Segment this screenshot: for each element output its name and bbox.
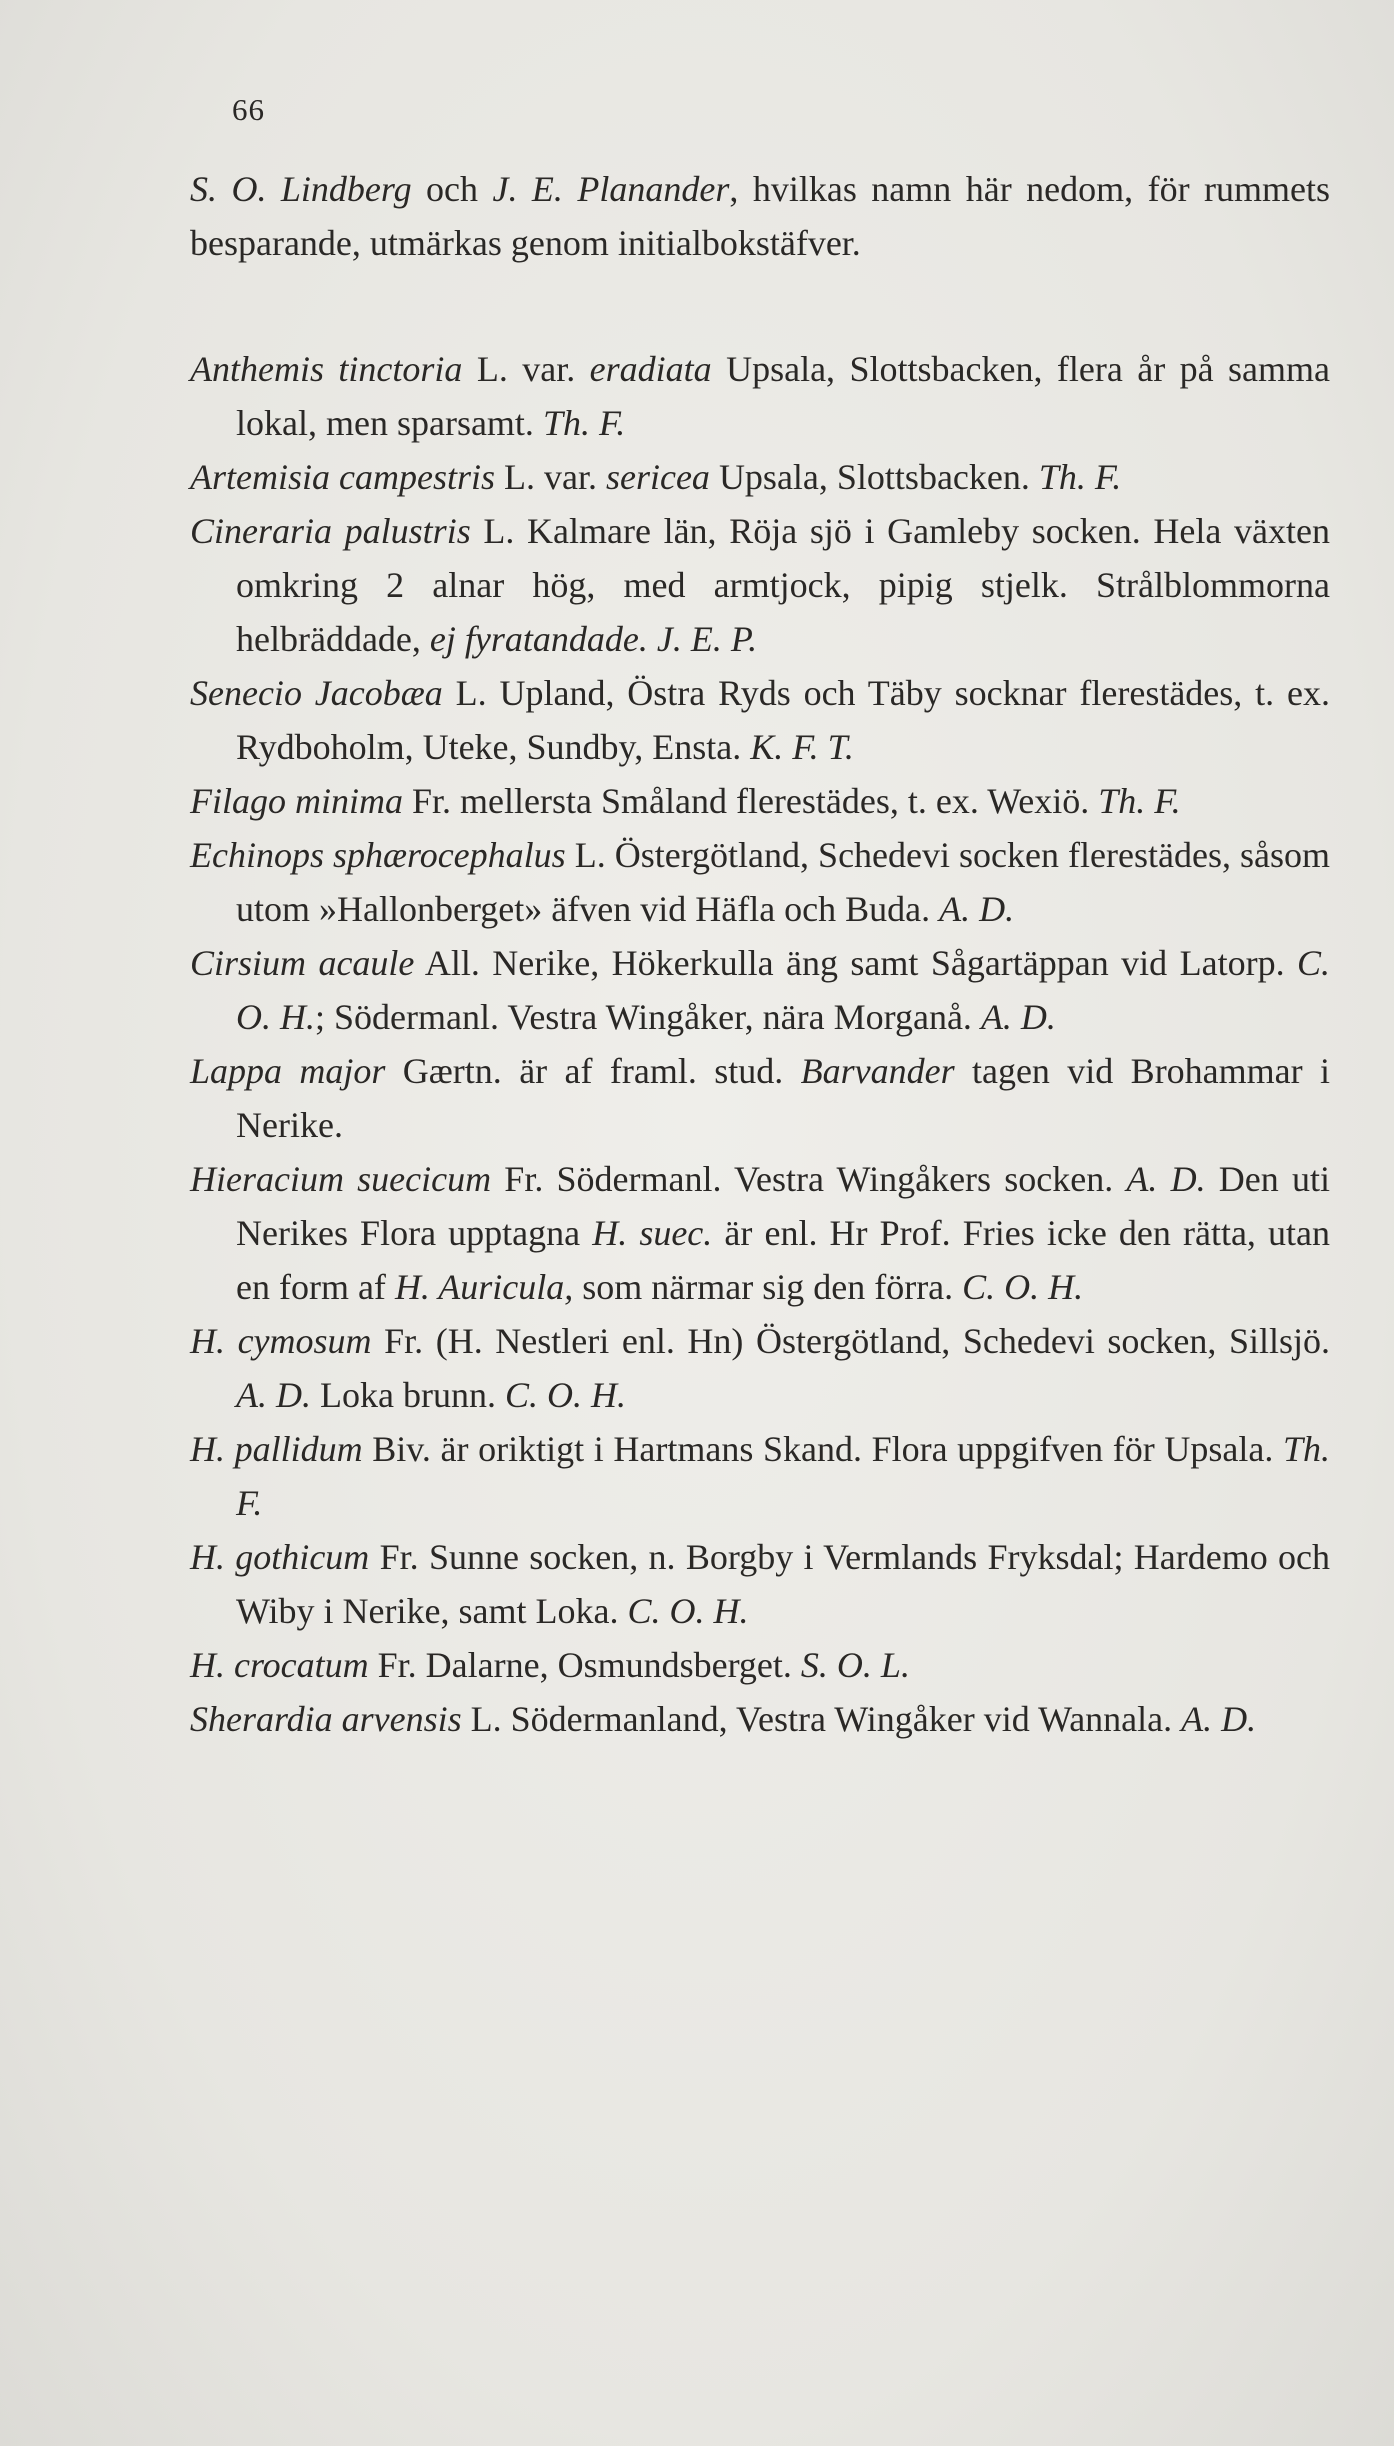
note-text: som närmar sig den förra.: [573, 1267, 963, 1307]
species-reference: H. Auricula,: [394, 1267, 574, 1307]
authority: Fr.: [403, 781, 461, 821]
collector-initials: K. F. T.: [750, 727, 854, 767]
species-entry: [190, 1692, 1330, 1746]
intro-name-2: J. E. Planander: [492, 169, 730, 209]
species-entry: [190, 1152, 1330, 1314]
species-name: Echinops sphærocephalus: [190, 835, 566, 875]
species-entry: [190, 1422, 1330, 1530]
species-name: Anthemis tinctoria: [190, 349, 463, 389]
species-name: H. gothicum: [190, 1537, 370, 1577]
locality-text: Upsala, Slottsbacken.: [709, 457, 1039, 497]
species-entry: [190, 1530, 1330, 1638]
authority: L.: [470, 511, 527, 551]
species-entry: [190, 774, 1330, 828]
species-name: H. cymosum: [190, 1321, 372, 1361]
locality-text: Upland, Östra Ryds och Täby socknar flerestädes, t. ex. Rydboholm, Uteke, Sundby, Ensta.: [236, 673, 1330, 767]
locality-text: är af framl. stud.: [519, 1051, 801, 1091]
species-name: Senecio Jacobæa: [190, 673, 443, 713]
species-name: Cineraria palustris: [190, 511, 471, 551]
species-entry: [190, 1314, 1330, 1422]
locality-text: Sunne socken, n. Borgby i Vermlands Fryksdal; Hardemo och Wiby i Nerike, samt Loka.: [236, 1537, 1331, 1631]
species-entry: [190, 1638, 1330, 1692]
species-entry: [190, 936, 1330, 1044]
variety-name: sericea: [605, 457, 710, 497]
collector-initials: A. D.: [1181, 1699, 1257, 1739]
collector-initials: A. D.: [980, 997, 1056, 1037]
collector-initials: C. O. H.: [627, 1591, 749, 1631]
species-reference: H. suec.: [592, 1213, 713, 1253]
authority: Fr.: [491, 1159, 557, 1199]
authority: L.: [442, 673, 500, 713]
collector-initials: ej fyratandade. J. E. P.: [429, 619, 758, 659]
species-name: Hieracium suecicum: [190, 1159, 492, 1199]
locality-text: Upsala, Slottsbacken, flera år på samma lokal, men sparsamt.: [236, 349, 1330, 443]
locality-text: tagen vid Brohammar i Nerike.: [236, 1051, 1331, 1145]
locality-text: mellersta Småland flerestädes, t. ex. Wexiö.: [460, 781, 1099, 821]
authority: Fr.: [369, 1537, 429, 1577]
collector-initials: C. O. H.: [962, 1267, 1084, 1307]
intro-paragraph: [190, 162, 1330, 270]
collector-initials: A. D.: [236, 1375, 311, 1415]
locality-text: är oriktigt i Hartmans Skand. Flora uppgifven för Upsala.: [440, 1429, 1283, 1469]
species-entry: [190, 828, 1330, 936]
authority: L.: [565, 835, 615, 875]
authority: L.: [461, 1699, 511, 1739]
locality-text: (H. Nestleri enl. Hn) Östergötland, Schedevi socken, Sillsjö.: [435, 1321, 1330, 1361]
authority: Biv.: [362, 1429, 441, 1469]
species-entry: [190, 1044, 1330, 1152]
collector-initials: Th. F.: [1038, 457, 1122, 497]
intro-text-2: , hvilkas namn här nedom, för rummets besparande, utmärkas genom initialbokstäfver.: [190, 169, 1330, 263]
locality-text: Loka brunn.: [311, 1375, 505, 1415]
variety-name: eradiata: [589, 349, 712, 389]
authority: L. var.: [462, 349, 590, 389]
collector-initials: Th. F.: [542, 403, 626, 443]
locality-text: Kalmare län, Röja sjö i Gamleby socken. Hela växten omkring 2 alnar hög, med armtjock, pipig stjelk. Strålblommorna helbräddade,: [236, 511, 1330, 659]
species-name: H. pallidum: [190, 1429, 363, 1469]
species-name: Sherardia arvensis: [190, 1699, 462, 1739]
species-entry: [190, 450, 1330, 504]
note-text: Den uti Nerikes Flora upptagna: [236, 1159, 1330, 1253]
species-name: Lappa major: [190, 1051, 386, 1091]
species-entry: [190, 666, 1330, 774]
species-name: H. crocatum: [190, 1645, 369, 1685]
species-name: Cirsium acaule: [190, 943, 415, 983]
authority: Fr.: [368, 1645, 426, 1685]
authority: L. var.: [494, 457, 606, 497]
intro-text-1: och: [411, 169, 493, 209]
collector-initials: A. D.: [1126, 1159, 1206, 1199]
locality-text: Östergötland, Schedevi socken flerestädes, såsom utom »Hallonberget» äfven vid Häfla och Buda.: [236, 835, 1330, 929]
collector-initials: Th. F.: [1098, 781, 1181, 821]
locality-text: Södermanl. Vestra Wingåkers socken.: [556, 1159, 1127, 1199]
text-block: [190, 162, 1330, 1746]
collector-initials: C. O. H.: [504, 1375, 626, 1415]
collector-initials: A. D.: [939, 889, 1015, 929]
note-text: är enl. Hr Prof. Fries icke den rätta, utan en form af: [236, 1213, 1331, 1307]
locality-text: ; Södermanl. Vestra Wingåker, nära Morganå.: [315, 997, 981, 1037]
collector-initials: Th. F.: [236, 1429, 1330, 1523]
authority: All.: [414, 943, 493, 983]
species-name: Filago minima: [190, 781, 403, 821]
species-entry: [190, 504, 1330, 666]
authority: Fr.: [371, 1321, 436, 1361]
collector-name: Barvander: [800, 1051, 955, 1091]
species-entry: [190, 342, 1330, 450]
page-number: 66: [232, 92, 265, 127]
locality-text: Dalarne, Osmundsberget.: [425, 1645, 801, 1685]
intro-name-1: S. O. Lindberg: [190, 169, 412, 209]
locality-text: Södermanland, Vestra Wingåker vid Wannala.: [510, 1699, 1182, 1739]
collector-initials: C. O. H.: [236, 943, 1330, 1037]
locality-text: Nerike, Hökerkulla äng samt Sågartäppan vid Latorp.: [492, 943, 1297, 983]
authority: Gærtn.: [385, 1051, 520, 1091]
collector-initials: S. O. L.: [800, 1645, 910, 1685]
species-name: Artemisia campestris: [190, 457, 495, 497]
